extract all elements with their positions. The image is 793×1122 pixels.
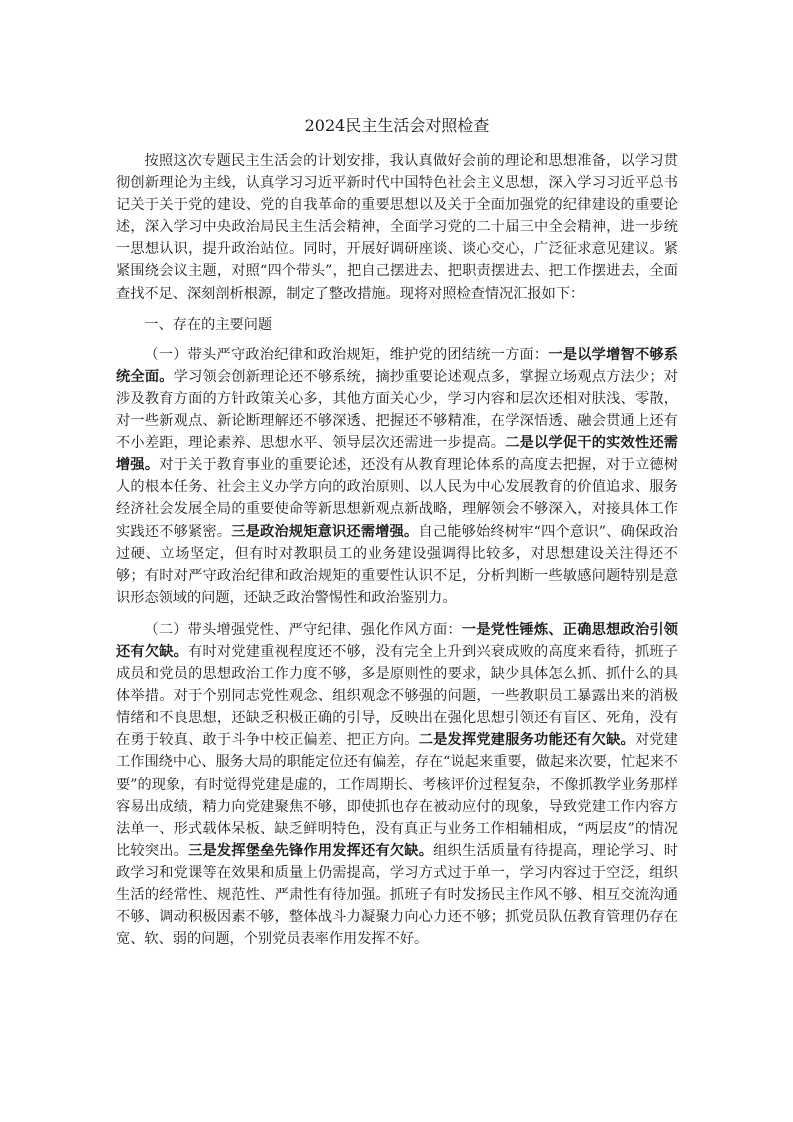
section-1-lead: （一）带头严守政治纪律和政治规矩，维护党的团结统一方面： bbox=[144, 346, 549, 363]
section-2-point-1-title: 一是党性锤炼、正确思想政治引领还有欠缺。 bbox=[116, 621, 678, 660]
section-2-point-1-text: 有时对党建重视程度还不够，没有完全上升到兴衰成败的高度来看待，抓班子成员和党员的思想政治工作力度不够，多是原则性的要求，缺少具体怎么抓、抓什么的具体举措。对于个别同志党性观念、组织观念不够强的问题，一些教职员工暴露出来的消极情绪和不良思想，还缺乏积极正确的引导，反映出在强化思想引领还有盲区、死角，没有在勇于较真、敢于斗争中校正偏差、把正方向。 bbox=[116, 643, 678, 749]
section-1-point-1-text: 学习领会创新理论还不够系统，摘抄重要论述观点多，掌握立场观点方法少；对涉及教育方面的方针政策关心多，其他方面关心少，学习内容和层次还相对肤浅、零散，对一些新观点、新论断理解还不够深透、把握还不够精准，在学深悟透、融会贯通上还有不小差距，理论素养、思想水平、领导层次还需进一步提高。 bbox=[116, 368, 678, 452]
document-title: 2024民主生活会对照检查 bbox=[304, 116, 490, 135]
section-2-lead: （二）带头增强党性、严守纪律、强化作风方面： bbox=[144, 621, 462, 638]
section-1-point-3-title: 三是政治规矩意识还需增强。 bbox=[231, 523, 419, 540]
section-1-point-2-text: 对于关于教育事业的重要论述，还没有从教育理论体系的高度去把握，对于立德树人的根本任务、社会主义办学方向的政治原则、以人民为中心发展教育的价值追求、服务经济社会发展全局的重要使命等新思想新观点新战略，理解领会不够深入，对接具体工作实践还不够紧密。 bbox=[116, 457, 678, 540]
section-2-point-3-text: 组织生活质量有待提高，理论学习、时政学习和党课等在效果和质量上仍需提高，学习方式过于单一，学习内容过于空泛，组织生活的经常性、规范性、严肃性有待加强。抓班子有时发扬民主作风不够、相互交流沟通不够、调动积极因素不够，整体战斗力凝聚力向心力还不够；抓党员队伍教育管理仍存在宽、软、弱的问题，个别党员表率作用发挥不好。 bbox=[116, 842, 678, 948]
section-2-paragraph bbox=[116, 619, 678, 950]
section-1-point-2-title: 二是以学促干的实效性还需增强。 bbox=[116, 435, 678, 474]
intro-paragraph: 按照这次专题民主生活会的计划安排，我认真做好会前的理论和思想准备，以学习贯彻创新理论为主线，认真学习习近平新时代中国特色社会主义思想，深入学习习近平总书记关于关于党的建设、党的自我革命的重要思想以及关于全面加强党的纪律建设的重要论述，深入学习中央政治局民主生活会精神，全面学习党的二十届三中全会精神，进一步统一思想认识，提升政治站位。同时，开展好调研座谈、谈心交心，广泛征求意见建议。紧紧围绕会议主题，对照“四个带头”，把自己摆进去、把职责摆进去、把工作摆进去，全面查找不足、深刻剖析根源，制定了整改措施。现将对照检查情况汇报如下： bbox=[116, 153, 678, 302]
section-2-point-3-title: 三是发挥堡垒先锋作用发挥还有欠缺。 bbox=[188, 842, 434, 859]
section-1-point-1-title: 一是以学增智不够系统全面。 bbox=[116, 346, 678, 385]
section-2-point-2-text: 对党建工作围绕中心、服务大局的职能定位还有偏差，存在“说起来重要，做起来次要，忙起来不要”的现象，有时觉得党建是虚的，工作周期长、考核评价过程复杂，不像抓教学业务那样容易出成绩，精力向党建聚焦不够，即使抓也存在被动应付的现象，导致党建工作内容方法单一、形式载体呆板、缺乏鲜明特色，没有真正与业务工作相辅相成，“两层皮”的情况比较突出。 bbox=[116, 732, 678, 859]
section-2-point-2-title: 二是发挥党建服务功能还有欠缺。 bbox=[418, 732, 635, 749]
section-1-paragraph bbox=[116, 344, 678, 609]
document-page bbox=[116, 112, 678, 950]
section-heading-1: 一、存在的主要问题 bbox=[144, 316, 273, 333]
section-1-point-3-text: 自己能够始终树牢“四个意识”、确保政治过硬、立场坚定，但有时对教职员工的业务建设强调得比较多，对思想建设关注得还不够；有时对严守政治纪律和政治规矩的重要性认识不足，分析判断一些敏感问题特别是意识形态领域的问题，还缺乏政治警惕性和政治鉴别力。 bbox=[116, 523, 678, 606]
